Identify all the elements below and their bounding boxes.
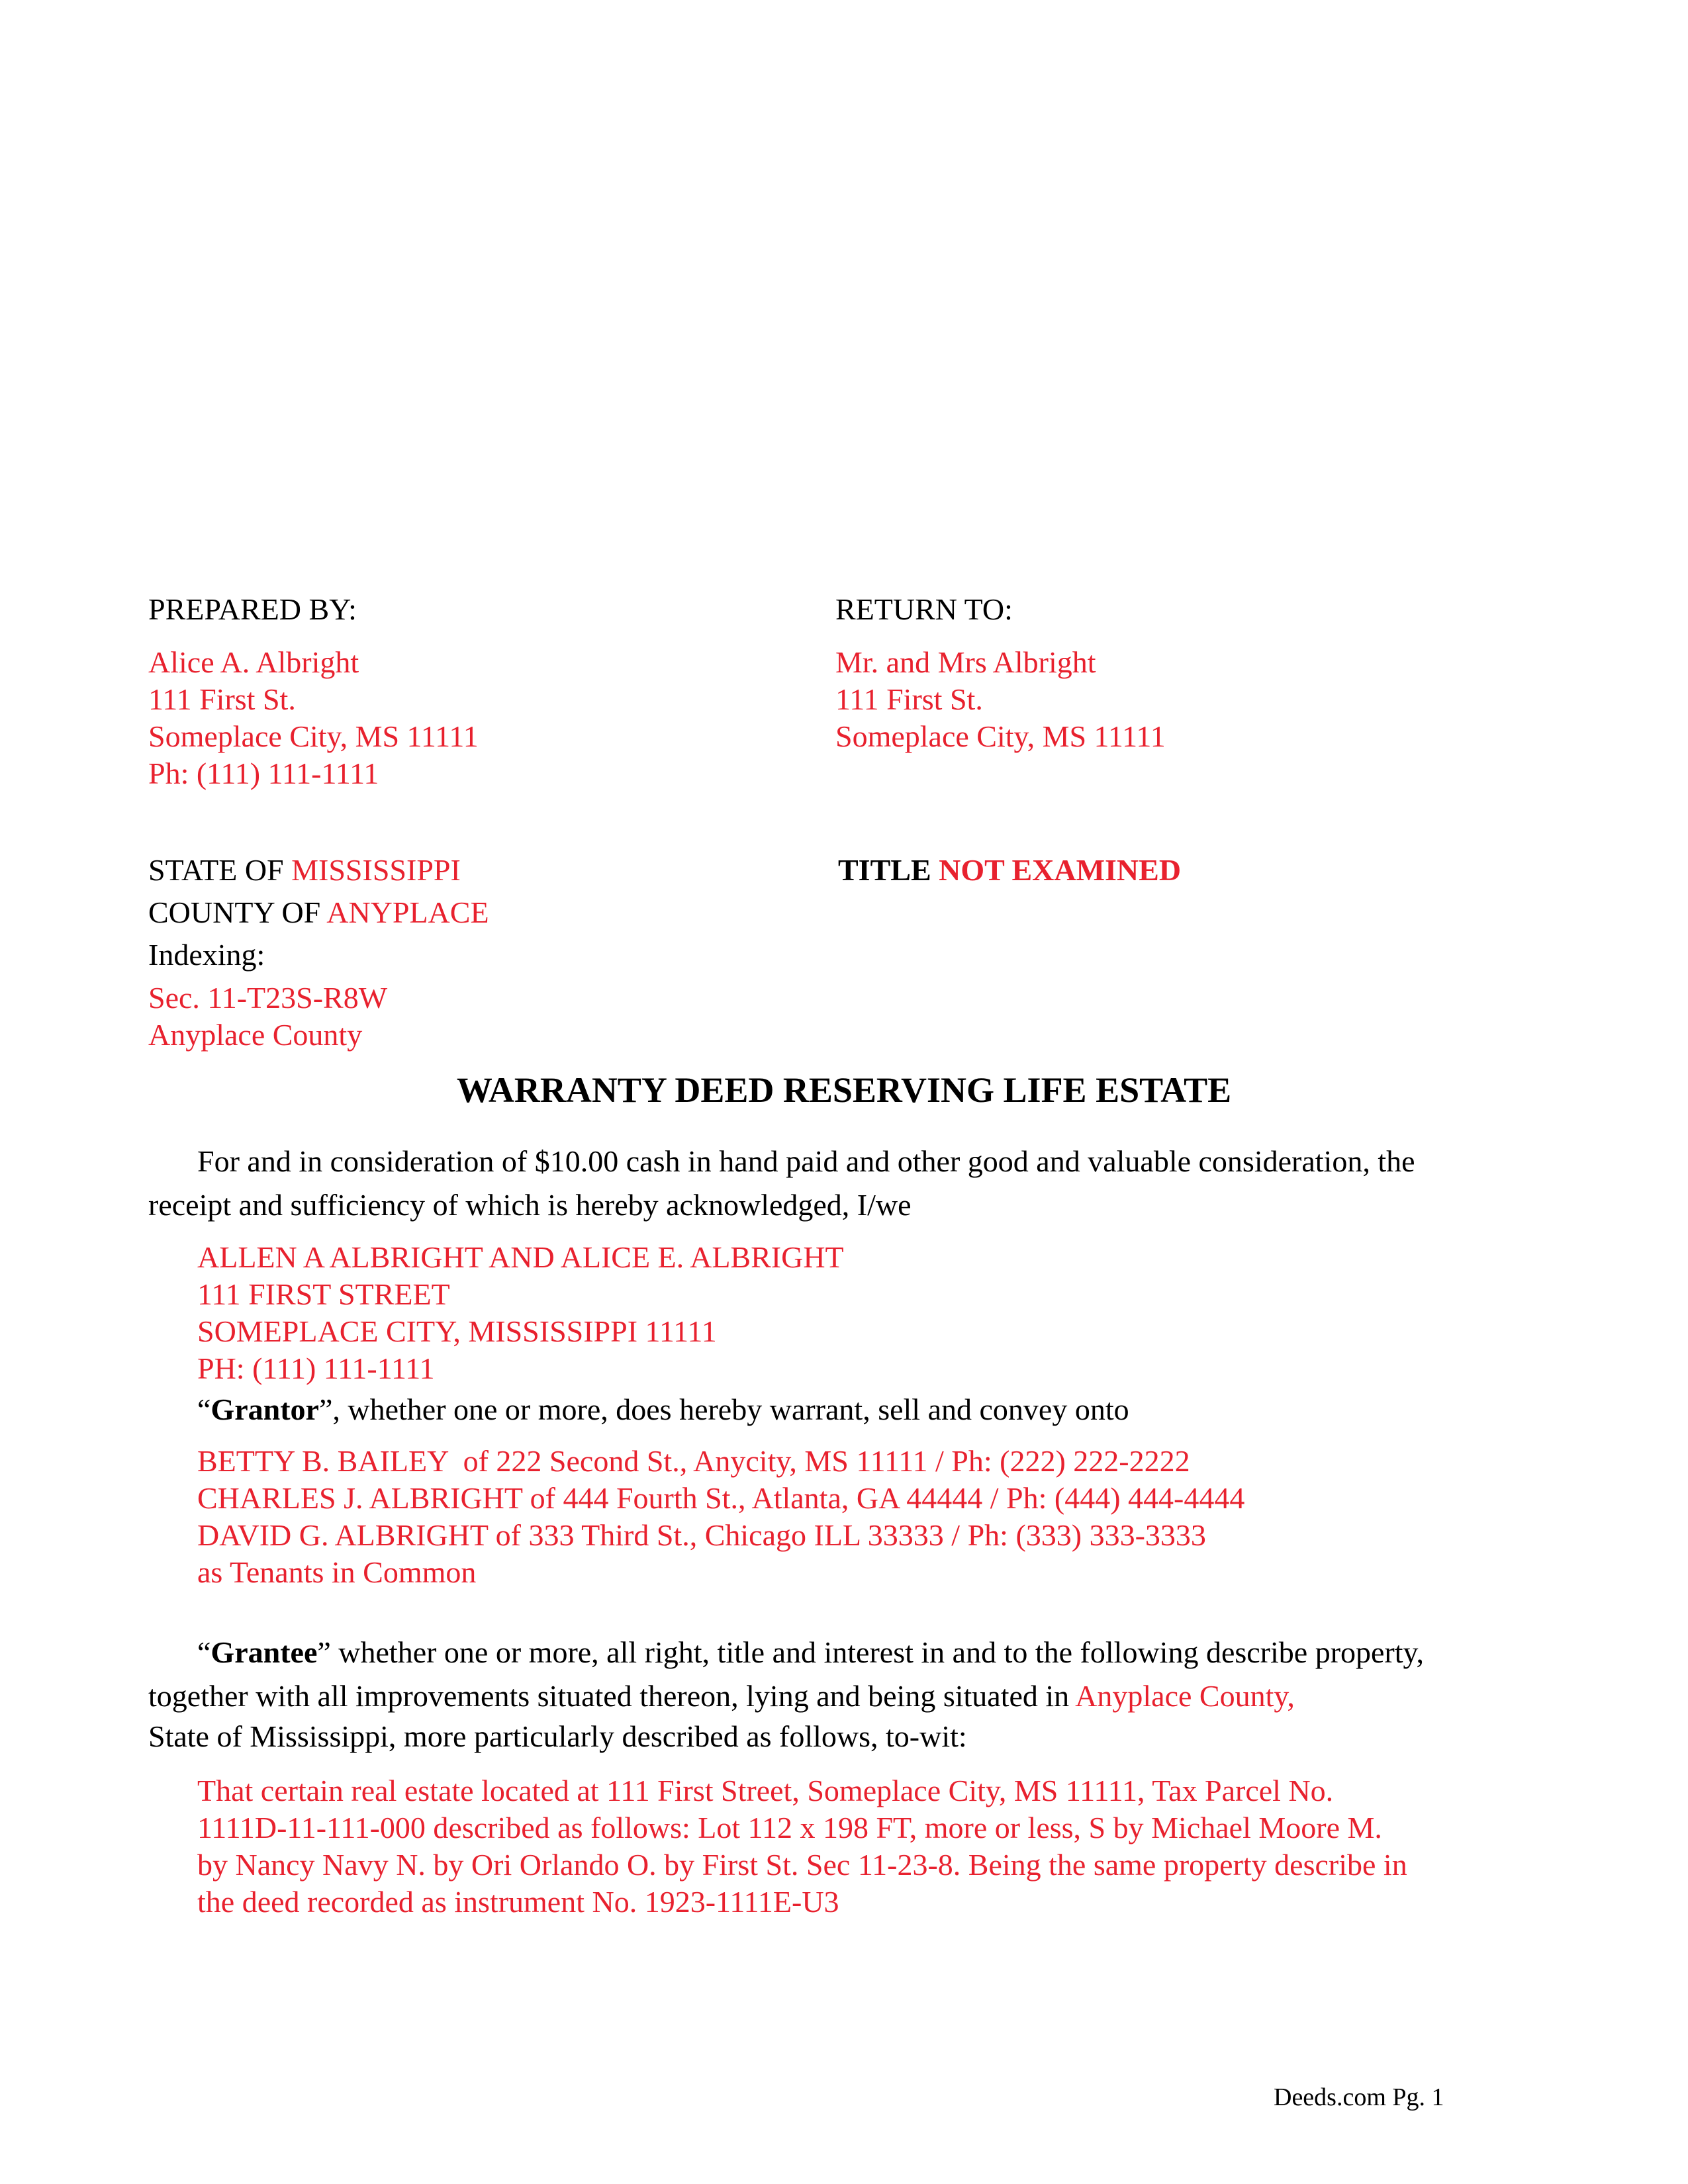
indexing-values <box>148 979 387 1054</box>
return-to-street: 111 First St. <box>835 682 983 716</box>
return-to-name: Mr. and Mrs Albright <box>835 645 1096 679</box>
consideration-line-2: receipt and sufficiency of which is hereby acknowledged, I/we <box>148 1188 912 1222</box>
title-note-value: NOT EXAMINED <box>939 853 1182 887</box>
property-county: Anyplace County, <box>1075 1679 1295 1713</box>
indexing-county-line: Anyplace County <box>148 1018 363 1052</box>
prepared-by-heading: PREPARED BY: <box>148 592 357 626</box>
legal-description-line: the deed recorded as instrument No. 1923-1111E-U3 <box>197 1885 839 1919</box>
state-label: STATE OF <box>148 853 292 887</box>
prepared-by-phone: Ph: (111) 111-1111 <box>148 756 379 790</box>
grantees-list <box>197 1443 1244 1591</box>
state-line <box>148 849 489 891</box>
grantor-city: SOMEPLACE CITY, MISSISSIPPI 11111 <box>197 1314 717 1348</box>
grantor-details <box>197 1239 844 1387</box>
grantee-item: CHARLES J. ALBRIGHT of 444 Fourth St., Atlanta, GA 44444 / Ph: (444) 444-4444 <box>197 1481 1245 1515</box>
page-footer: Deeds.com Pg. 1 <box>1274 2083 1444 2111</box>
deed-title: WARRANTY DEED RESERVING LIFE ESTATE <box>456 1070 1232 1110</box>
legal-description-line: by Nancy Navy N. by Ori Orlando O. by First St. Sec 11-23-8. Being the same property describe in <box>197 1848 1407 1882</box>
indexing-section-line: Sec. 11-T23S-R8W <box>148 981 388 1015</box>
county-line <box>148 891 489 934</box>
prepared-by-street: 111 First St. <box>148 682 296 716</box>
grantee-paragraph <box>148 1631 1545 1755</box>
grantor-phone: PH: (111) 111-1111 <box>197 1351 435 1385</box>
tenancy-line: as Tenants in Common <box>197 1555 477 1589</box>
grantee-para-line-1: “Grantee” whether one or more, all right, title and interest in and to the following describe property, <box>197 1635 1425 1669</box>
grantee-item: BETTY B. BAILEY of 222 Second St., Anycity, MS 11111 / Ph: (222) 222-2222 <box>197 1444 1190 1478</box>
grantor-names: ALLEN A ALBRIGHT AND ALICE E. ALBRIGHT <box>197 1240 844 1274</box>
legal-description <box>197 1772 1534 1921</box>
return-to-section <box>835 591 1166 755</box>
legal-description-line: That certain real estate located at 111 First Street, Someplace City, MS 11111, Tax Parcel No. <box>197 1774 1334 1807</box>
consideration-paragraph <box>148 1140 1545 1227</box>
indexing-label: Indexing: <box>148 938 265 972</box>
consideration-line-1: For and in consideration of $10.00 cash in hand paid and other good and valuable consideration, the <box>197 1144 1415 1178</box>
title-note-label: TITLE <box>838 853 939 887</box>
legal-description-line: 1111D-11-111-000 described as follows: Lot 112 x 198 FT, more or less, S by Michael Moore M. <box>197 1811 1382 1844</box>
grantor-definition: “Grantor”, whether one or more, does hereby warrant, sell and convey onto <box>197 1392 1129 1426</box>
county-label: COUNTY OF <box>148 895 327 929</box>
grantee-para-line-3: State of Mississippi, more particularly described as follows, to-wit: <box>148 1719 967 1753</box>
grantee-para-line-2: together with all improvements situated thereon, lying and being situated in Anyplace County, <box>148 1679 1295 1713</box>
return-to-heading: RETURN TO: <box>835 592 1013 626</box>
grantor-term: Grantor <box>211 1392 319 1426</box>
grantee-term: Grantee <box>211 1635 318 1669</box>
grantor-street: 111 FIRST STREET <box>197 1277 450 1311</box>
state-value: MISSISSIPPI <box>291 853 461 887</box>
grantee-item: DAVID G. ALBRIGHT of 333 Third St., Chicago ILL 33333 / Ph: (333) 333-3333 <box>197 1518 1206 1552</box>
prepared-by-name: Alice A. Albright <box>148 645 359 679</box>
title-note <box>838 849 1181 891</box>
return-to-city: Someplace City, MS 11111 <box>835 719 1166 753</box>
jurisdiction-section <box>148 849 489 976</box>
prepared-by-city: Someplace City, MS 11111 <box>148 719 479 753</box>
county-value: ANYPLACE <box>326 895 489 929</box>
prepared-by-section <box>148 591 479 792</box>
